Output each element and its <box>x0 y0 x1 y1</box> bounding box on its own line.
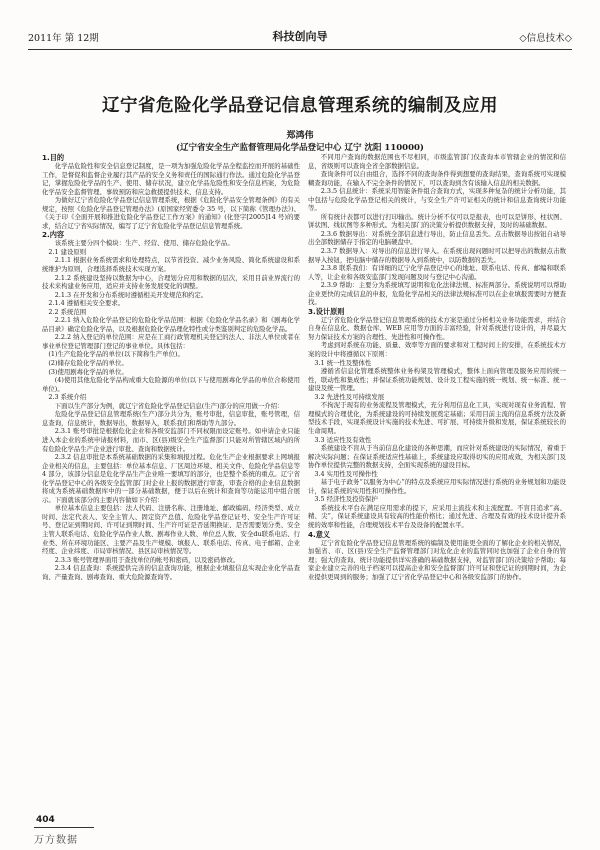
body-paragraph: 化学品危险性和安全信息登记制度，是一项为加强危险化学品全程监控而开展的基础性工作，是督促和监督企业履行其产品的安全义务和责任的国际通行作法。通过危险化学品登记，掌握危险化学品的生产、使用、储存状况，建立化学品危险性和安全信息档案，为危险化学品安全监督管理、事故预防和应急救援提供技术、信息支持。 <box>42 162 300 196</box>
body-paragraph: 系统技术平台在满足应用需求的提下，应采用主流技术和主流配置。不盲目追求“高、精、尖”，保证系统建设具有较高的性能价格比；通过先进、合理及有效的技术设计提升系统的效率和性能，合理规划技术平台及设备的配置水平。 <box>308 503 566 529</box>
footer-rule <box>34 827 94 828</box>
journal-name: 科技创向导 <box>272 30 328 43</box>
body-paragraph: 2.3.6 数据导出：对系统全部信息进行导出，防止信息丢失。点击数据导出按钮自动导出全部数据储存于指定的电脑硬盘中。 <box>308 229 566 247</box>
body-paragraph: 2.3.5 信息统计：系统采用智能条件组合查询方式，实现多种复杂的统计分析功能，其中包括与危险化学品登记相关的统计，与安全生产许可证相关的统计和信息查询统计功能等。 <box>308 187 566 213</box>
body-paragraph: 2.1.1 根据业务系统需求和处理特点，以节省投资、减少业务风险、简化系统建设和系统维护为原则，合理选择系统技术实现方案。 <box>42 256 300 274</box>
section-heading: 2.内容 <box>42 230 65 240</box>
body-paragraph: 所有统计表都可以进行打印输出。统计分析不仅可以是报表，也可以是饼形、柱状图、饼状图、线状图等多种形式。为相关部门的决策分析提供数据支持，及时的基础数据。 <box>308 212 566 230</box>
body-paragraph: 辽宁省危险化学品登记信息管理系统的编制及使用能更全面的了解化企业的相关情况，加强省、市、区(县)安全生产监督管理部门对危化企业的监管同时也加强了企业自身的管理；强大的查询、统计功能提供详实准确的基础数据支持，对监管部门的决策给予帮助；每家企业建立完善的电子档案可以提高企业和安全监督部门许可证和登记证的到期时间，为企业提供更周到的服务；加强了辽宁省化学品登记中心和各级安监部门的协作。 <box>308 538 566 581</box>
body-paragraph: 2.2.2 纳入登记的单位范围：应是在工商行政管理机关登记的法人、非法人单位或者在事业单位登记管理部门登记的事业单位。具体包括： <box>42 333 300 350</box>
subsection-heading: (3)使用剧毒化学品的单位。 <box>48 367 128 376</box>
paper-title: 辽宁省危险化学品登记信息管理系统的编制及应用 <box>102 96 498 116</box>
body-paragraph: 2.3.9 帮助：主要分为系统填写说明和危化法律法规、标准两部分。系统说明可以帮助企业更快的完成信息的申报，危险化学品相关的法律法规标准可以在企业填报需要时方便查找。 <box>308 281 566 307</box>
subsection-heading: 2.1 建设原则 <box>48 247 87 256</box>
subsection-heading: 3.4 实用性及可操作性 <box>314 469 378 478</box>
right-column <box>308 153 566 818</box>
body-paragraph: 2.1.2 系统建设坚持以数据为中心，合理划分应用和数据的层次，采用目前业界流行的技术来构建业务应用，适应并支持业务发展变化的调整。 <box>42 273 300 291</box>
subsection-heading: 3.5 经济性及投资保护 <box>314 495 378 504</box>
header-rule <box>28 49 572 50</box>
body-paragraph: 2.3.8 联系我们：有详细的辽宁化学品登记中心的地址、联系电话、传真、邮编和联系人等，让企业和各级安监部门发现问题及时与登记中心沟通。 <box>308 264 566 281</box>
body-paragraph: 考虑到对系统在功能、质量、效率等方面的要求和对工程时间上的安排，在系统技术方案的设计中将遵循以下原则： <box>308 341 566 359</box>
subsection-heading: 3.1 统一性及整体性 <box>314 358 372 367</box>
section-heading: 1.目的 <box>42 153 65 162</box>
body-paragraph: 不拘泥于现有的业务流程及管理模式，充分利用信息化工具，实现对现有业务流程、管理模式的合理优化，为系统建设的可持续发展奠定基础；采用目前主流的信息系统方法及新型技术手段，实现系统设计实施的技术先进、可扩展、可持续升级和发展，保证系统较长的生命周期。 <box>308 401 566 435</box>
watermark: 万方数据 <box>34 835 78 846</box>
body-paragraph: (4)使用其他危险化学品构成重大危险源的单位(以下与使用剧毒化学品的单位合称使用单位)。 <box>42 376 300 393</box>
body-paragraph: 2.3.1 账号审批是根据危化企业和各级安监部门不同权限而设定账号。如申请企业只能进入本企业的系统申请报材料，而市、区(县)级安全生产监督部门只能对所管辖区域内的所有危险化学品生产企业进行审批、查询和数据统计。 <box>42 427 300 453</box>
body-paragraph: 查询条件可以自由组合，选择不同的查询条件得到想要的查询结果，查询系统可实现模糊查询功能，在输入不完全条件的情况下，可以查询到含有该输入信息的相关数据。 <box>308 170 566 187</box>
body-paragraph: 基于电子政务“以服务为中心”的特点及系统应用实际情况进行系统的业务规划和功能设计，保证系统的实用性和可操作性。 <box>308 478 566 495</box>
section-heading: 3.设计原则 <box>308 306 345 316</box>
body-paragraph: 不同用户查询的数据范围也不尽相同，市级监管部门仅查询本市管辖企业的情况和信息，省级则可以查询全省全部数据信息。 <box>308 153 566 170</box>
body-paragraph: 系统建设不盲从于当前信息化建设的各种思潮，而应针对系统建设的实际情况，着重于解决实际问题；在保证系统适应性基础上，系统建设应取得切实的应用成效，为相关部门及协作单位提供完整的数据支持，全面实现系统的建设目标。 <box>308 444 566 470</box>
body-paragraph: 该系统主要分四个模块：生产、经营、使用、储存危险化学品。 <box>54 239 234 248</box>
subsection-heading: 2.1.4 遵循相关安全要求。 <box>48 299 125 308</box>
section-label: ◇信息技术◇ <box>519 33 572 44</box>
subsection-heading: 3.3 适应性及有效性 <box>314 435 372 444</box>
subsection-heading: (2)储存危险化学品的单位。 <box>48 359 128 368</box>
body-paragraph: 2.2.1 纳入危险化学品登记的危险化学品范围：根据《危险化学品名录》和《剧毒化学品目录》确定危险化学品，以及根据危险化学品理化特性或分类鉴别判定的危险化学品。 <box>42 316 300 333</box>
running-header <box>28 26 572 48</box>
body-paragraph: 2.1.3 在开发和分布系统时遵循相关开发规范和约定。 <box>54 290 208 299</box>
subsection-heading: 2.2 系统范围 <box>48 307 87 316</box>
subsection-heading: 3.2 先进性及可持续发展 <box>314 392 385 401</box>
left-column <box>42 153 300 815</box>
body-paragraph: 为做好辽宁省危险化学品登记信息管理系统，根据《危险化学品安全管理条例》的有关规定，按照《危险化学品登记管理办法》(原国家经贸委令 35 号，以下简称《管理办法》)、《关于印《全面开展和推进危险化学品登记工作方案》的通知》(化登字[2005]14 号)的要求，结合辽宁省实际情况，编写了辽宁省危险化学品登记信息管理系统。 <box>42 196 300 230</box>
body-paragraph: 2.3.4 信息查询：系统提供完善的信息查询功能，根据企业填报信息实现企业化学品查询、产量查询、剧毒查询、重大危险源查询等。 <box>42 564 300 581</box>
page-number: 404 <box>36 815 55 825</box>
body-paragraph: 遵循省信息化管理系统整体业务构架及管理模式，整体上面向管理及服务应用的统一性，联动性和集成性；并保证系统功能规划、设计及工程实施的统一规划、统一标准、统一建设及统一管理。 <box>308 367 566 393</box>
body-paragraph: 单位基本信息主要包括：法人代码、注册名称、注册地址、邮政编码、经济类型、成立时间、法定代表人、安全主管人、固定资产总值、危险化学品登记证号、安全生产许可证号、登记证到期时间、许可证到期时间、生产许可证是否延期换证、是否需要划分类、安全主管人联系电话、危险化学品作业人数、剧毒作业人数、单位总人数、安全du联系电话、行业类、所在环境功能区、主要产品及生产规模、填报人、联系电话、传真、电子邮箱、企业经度、企业纬度、市局审核情况、县区局审核情况等。 <box>42 504 300 556</box>
body-paragraph: 2.3.7 数据导入：对导出的信息进行导入。在系统出现问题时可以把导出的数据点击数据导入按钮，把电脑中储存的数据导入到系统中，以防数据的丢失。 <box>308 247 566 264</box>
author-affiliation: (辽宁省安全生产监督管理局化学品登记中心 辽宁 沈阳 110000) <box>176 143 424 153</box>
body-paragraph: 2.3.2 信息审批是本系统基础数据的采集和填报过程。危化生产企业根据要求上网填报企业相关的信息，主要包括：单位基本信息、厂区周边环境、相关文件、危险化学品信息等 4 部分，该部分信息是危化学品生产企业唯一要填写的部分，也是整个系统的重点。辽宁省化学品登记中心的各级安全监管部门对企业上报的数据进行审查，审查合格的企业信息数据将成为系统基础数据库中的一部分基础数据，便于以后在统计和查询等功能运用中组合展示。下面就该部分的主要内容做如下介绍： <box>42 453 300 504</box>
body-paragraph: 下面以生产部分为例，就辽宁省危险化学品登记信息(生产)部分的应用做一介绍： <box>54 401 284 410</box>
issue-label: 2011年 第 12期 <box>28 33 99 44</box>
section-heading: 4.意义 <box>308 529 331 539</box>
subsection-heading: (1)生产危险化学品的单位(以下简称生产单位)。 <box>48 350 184 359</box>
author-name: 郑鸿伟 <box>286 131 314 141</box>
body-paragraph: 2.3.3 账号管理界面用于查找单位的帐号和密码，以及密码修改。 <box>54 555 240 564</box>
body-paragraph: 辽宁省危险化学品登记信息管理系统的技术方案是通过分析相关业务功能需求，并结合自身在信息化、数据仓库、WEB 应用等方面的丰富经验，针对系统进行设计的，并尽最大努力保证技术方案的合理性、先进性和可操作性。 <box>308 315 566 341</box>
subsection-heading: 2.3 系统介绍 <box>48 393 87 402</box>
body-paragraph: 危险化学品登记信息管理系统(生产)部分共分为，账号审批，信息审批，账号管理，信息查询，信息统计，数据导出，数据导入，联系我们和帮助等九部分。 <box>42 410 300 427</box>
